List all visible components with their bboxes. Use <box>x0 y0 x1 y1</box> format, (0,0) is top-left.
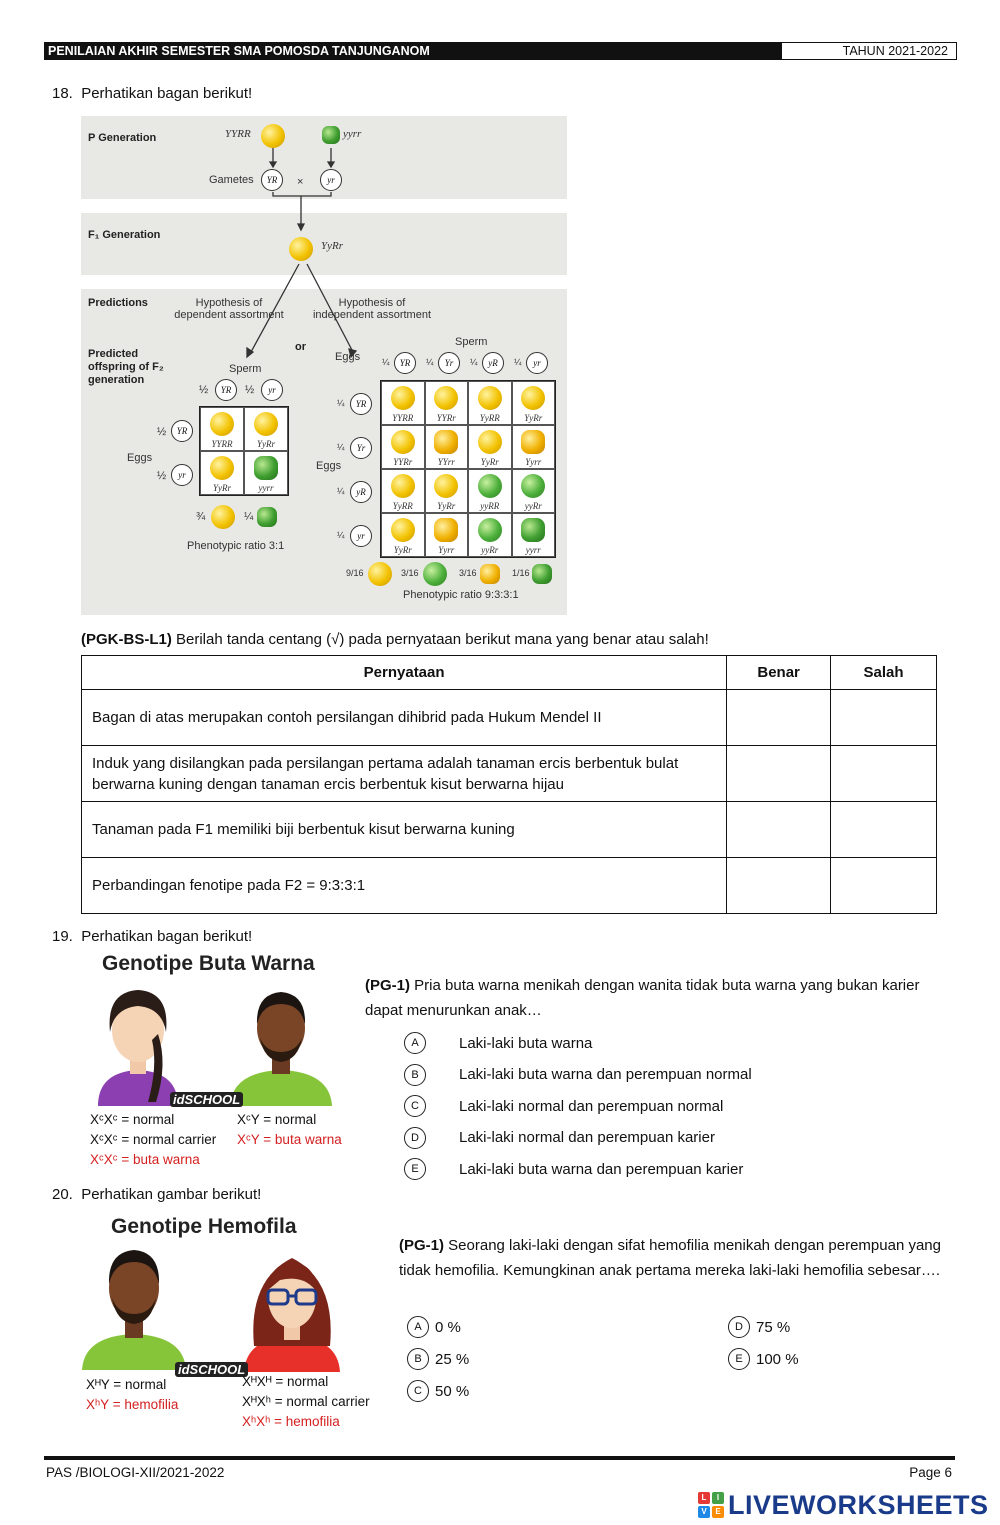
option-letter[interactable]: C <box>407 1380 429 1402</box>
benar-cell-2[interactable] <box>727 746 831 802</box>
dihybrid-cross-diagram <box>81 116 567 615</box>
q20-option-c[interactable] <box>407 1380 469 1402</box>
option-letter[interactable]: C <box>404 1095 426 1117</box>
small-sperm-gamete-2: yr <box>261 379 283 401</box>
pea-icon <box>434 518 458 542</box>
genotype-label: YyRr <box>437 501 456 511</box>
option-text: 50 % <box>435 1382 470 1400</box>
f1-generation-label: F₁ Generation <box>88 229 161 241</box>
exam-year: TAHUN 2021-2022 <box>781 42 957 60</box>
big-ratio-frac-3: 3/16 <box>459 568 477 578</box>
option-text: 0 % <box>435 1318 461 1336</box>
large-punnett-cell <box>425 381 469 425</box>
small-sperm-frac-1: ½ <box>199 384 209 396</box>
page-header <box>44 42 957 60</box>
sperm-gamete: yR <box>482 352 504 374</box>
large-punnett-cell <box>468 425 512 469</box>
f1-genotype: YyRr <box>321 240 343 252</box>
egg-fraction: ¼ <box>337 442 345 452</box>
pea-icon <box>434 386 458 410</box>
genotype-label: YYRr <box>436 413 456 423</box>
liveworksheets-logo: L I V E LIVEWORKSHEETS <box>698 1489 989 1521</box>
small-punnett-cell <box>200 407 244 451</box>
q20-question: (PG-1) Seorang laki-laki dengan sifat hemofilia menikah dengan perempuan yang tidak hemofilia. Kemungkinan anak pertama mereka laki-laki hemofilia sebesar…. <box>399 1237 941 1279</box>
option-letter[interactable]: D <box>728 1316 750 1338</box>
pea-icon <box>210 412 234 436</box>
option-text: 100 % <box>756 1350 799 1368</box>
predicted-offspring-label: Predicted offspring of F₂ generation <box>88 348 164 386</box>
large-punnett-cell <box>381 425 425 469</box>
large-punnett-cell <box>512 513 556 557</box>
benar-cell-3[interactable] <box>727 802 831 858</box>
q19-option-a[interactable] <box>404 1032 592 1054</box>
pea-icon <box>478 518 502 542</box>
footer-divider <box>44 1456 955 1460</box>
header-benar: Benar <box>727 656 831 690</box>
table-row <box>82 746 937 802</box>
gamete-yr-upper: YR <box>261 169 283 191</box>
big-eggs-label: Eggs <box>335 351 361 363</box>
small-eggs-label: Eggs <box>127 452 153 464</box>
large-punnett-cell <box>381 381 425 425</box>
big-sperm-label: Sperm <box>455 336 488 348</box>
statement-table <box>81 655 937 914</box>
pea-icon <box>391 430 415 454</box>
small-egg-gamete-2: yr <box>171 464 193 486</box>
option-text: Laki-laki normal dan perempuan normal <box>459 1097 724 1115</box>
genotype-label: YyRr <box>257 439 275 449</box>
genotype-label: YYRr <box>393 457 413 467</box>
genotype-label: yyrr <box>258 483 274 493</box>
q19-option-c[interactable] <box>404 1095 723 1117</box>
q19-option-e[interactable] <box>404 1158 743 1180</box>
large-punnett-cell <box>425 469 469 513</box>
gametes-label: Gametes <box>209 174 254 186</box>
large-punnett-cell <box>468 381 512 425</box>
sperm-gamete: YR <box>394 352 416 374</box>
sperm-gamete: yr <box>526 352 548 374</box>
hemophilia-male-avatar-icon <box>80 1244 188 1370</box>
page-number: Page 6 <box>909 1465 952 1480</box>
genotype-label: YYrr <box>437 457 455 467</box>
hypothesis-independent: Hypothesis of independent assortment <box>312 297 432 321</box>
large-punnett-cell <box>468 469 512 513</box>
header-pernyataan: Pernyataan <box>82 656 727 690</box>
large-punnett-cell <box>512 381 556 425</box>
predictions-label: Predictions <box>88 297 148 309</box>
option-letter[interactable]: E <box>728 1348 750 1370</box>
option-text: 75 % <box>756 1318 791 1336</box>
statement-3: Tanaman pada F1 memiliki biji berbentuk kisut berwarna kuning <box>82 802 727 858</box>
small-ratio-text: Phenotypic ratio 3:1 <box>187 540 285 552</box>
pea-icon <box>478 386 502 410</box>
sperm-fraction: ¼ <box>382 357 390 367</box>
table-row <box>82 802 937 858</box>
pea-icon <box>391 386 415 410</box>
option-text: Laki-laki buta warna dan perempuan karier <box>459 1160 744 1178</box>
small-egg-gamete-1: YR <box>171 420 193 442</box>
header-salah: Salah <box>831 656 937 690</box>
liveworksheets-icon: L I V E <box>698 1492 724 1518</box>
big-ratio-frac-2: 3/16 <box>401 568 419 578</box>
q19-question: (PG-1) Pria buta warna menikah dengan wanita tidak buta warna yang bukan karier dapat menurunkan anak… <box>365 977 920 1019</box>
p-generation-label: P Generation <box>88 132 157 144</box>
pea-icon <box>521 430 545 454</box>
salah-cell-3[interactable] <box>831 802 937 858</box>
large-punnett-cell <box>425 513 469 557</box>
question-18-label: 18. Perhatikan bagan berikut! <box>52 85 253 102</box>
cross-symbol: × <box>297 176 304 188</box>
pea-icon <box>521 386 545 410</box>
egg-gamete: yR <box>350 481 372 503</box>
genotype-label: YYRR <box>392 413 414 423</box>
genotype-label: yyrr <box>525 545 541 555</box>
large-punnett-cell <box>425 425 469 469</box>
pea-icon <box>478 474 502 498</box>
big-ratio-yellow-wrinkled-pea-icon <box>480 564 500 584</box>
option-letter[interactable]: D <box>404 1127 426 1149</box>
q19-option-b[interactable] <box>404 1064 752 1086</box>
exam-title: PENILAIAN AKHIR SEMESTER SMA POMOSDA TANJUNGANOM <box>44 42 781 60</box>
option-text: 25 % <box>435 1350 470 1368</box>
table-row <box>82 858 937 914</box>
small-ratio-yellow-pea-icon <box>211 505 235 529</box>
yyrr-round-label: YYRR <box>225 128 251 140</box>
large-punnett-cell <box>468 513 512 557</box>
small-egg-frac-2: ½ <box>157 470 167 482</box>
yyrr-wrinkled-label: yyrr <box>343 128 362 140</box>
gamete-yr-lower: yr <box>320 169 342 191</box>
genotype-label: Yyrr <box>438 545 455 555</box>
idschool-logo-1: idSCHOOL <box>170 1092 243 1107</box>
genotype-label: YyRR <box>392 501 413 511</box>
egg-gamete: YR <box>350 393 372 415</box>
option-text: Laki-laki buta warna dan perempuan normal <box>459 1066 752 1083</box>
small-egg-frac-1: ½ <box>157 426 167 438</box>
statement-1: Bagan di atas merupakan contoh persilangan dihibrid pada Hukum Mendel II <box>82 690 727 746</box>
big-ratio-green-round-pea-icon <box>423 562 447 586</box>
q20-option-e[interactable] <box>728 1348 799 1370</box>
option-text: Laki-laki normal dan perempuan karier <box>459 1129 715 1146</box>
footer-code: PAS /BIOLOGI-XII/2021-2022 <box>46 1465 225 1480</box>
sperm-fraction: ¼ <box>514 357 522 367</box>
idschool-logo-2: idSCHOOL <box>175 1362 248 1377</box>
pea-icon <box>521 518 545 542</box>
color-blind-figure-title: Genotipe Buta Warna <box>102 952 315 975</box>
hemophilia-female-genotypes: XᴴXᴴ = normal XᴴXʰ = normal carrier XʰXʰ = hemofilia <box>242 1374 370 1429</box>
genotype-label: Yyrr <box>525 457 542 467</box>
big-ratio-text: Phenotypic ratio 9:3:3:1 <box>403 589 519 601</box>
q19-option-d[interactable] <box>404 1127 715 1149</box>
small-punnett-cell <box>200 451 244 495</box>
option-letter[interactable]: E <box>404 1158 426 1180</box>
small-punnett-cell <box>244 407 288 451</box>
egg-gamete: yr <box>350 525 372 547</box>
pea-icon <box>521 474 545 498</box>
big-ratio-frac-4: 1/16 <box>512 568 530 578</box>
pea-icon <box>391 518 415 542</box>
small-sperm-label: Sperm <box>229 363 262 375</box>
salah-cell-2[interactable] <box>831 746 937 802</box>
or-label: or <box>295 341 306 353</box>
small-sperm-gamete-1: YR <box>215 379 237 401</box>
pea-icon <box>391 474 415 498</box>
genotype-label: YyRr <box>213 483 231 493</box>
large-punnett-cell <box>512 469 556 513</box>
egg-fraction: ¼ <box>337 530 345 540</box>
hemophilia-female-avatar-icon <box>240 1250 344 1372</box>
option-letter[interactable]: A <box>407 1316 429 1338</box>
salah-cell-4[interactable] <box>831 858 937 914</box>
q20-option-b[interactable] <box>407 1348 469 1370</box>
male-avatar-icon <box>228 986 334 1106</box>
pea-icon <box>210 456 234 480</box>
salah-cell-1[interactable] <box>831 690 937 746</box>
big-eggs-label-side: Eggs <box>316 460 342 472</box>
large-punnett-cell <box>512 425 556 469</box>
f1-yellow-pea-icon <box>289 237 313 261</box>
big-ratio-green-wrinkled-pea-icon <box>532 564 552 584</box>
egg-gamete: Yr <box>350 437 372 459</box>
genotype-label: YyRr <box>393 545 412 555</box>
hypothesis-dependent: Hypothesis of dependent assortment <box>174 297 284 321</box>
benar-cell-4[interactable] <box>727 858 831 914</box>
hemophilia-male-genotypes: XᴴY = normal XʰY = hemofilia <box>86 1377 179 1412</box>
male-genotype-list: XᶜY = normal XᶜY = buta warna <box>237 1112 342 1147</box>
egg-fraction: ¼ <box>337 486 345 496</box>
benar-cell-1[interactable] <box>727 690 831 746</box>
sperm-gamete: Yr <box>438 352 460 374</box>
egg-fraction: ¼ <box>337 398 345 408</box>
q20-option-a[interactable] <box>407 1316 461 1338</box>
hemophilia-figure-title: Genotipe Hemofila <box>111 1215 297 1238</box>
pea-icon <box>478 430 502 454</box>
option-text: Laki-laki buta warna <box>459 1034 593 1052</box>
genotype-label: YYRR <box>211 439 233 449</box>
small-punnett-square <box>199 406 289 496</box>
sperm-fraction: ¼ <box>426 357 434 367</box>
pea-icon <box>254 412 278 436</box>
small-ratio-b: ¼ <box>244 511 254 523</box>
genotype-label: YyRR <box>479 413 500 423</box>
q18-instruction: (PGK-BS-L1) Berilah tanda centang (√) pada pernyataan berikut mana yang benar atau salah! <box>81 631 709 648</box>
pea-icon <box>434 430 458 454</box>
green-wrinkled-pea-icon <box>322 126 340 144</box>
question-20-label: 20. Perhatikan gambar berikut! <box>52 1186 262 1203</box>
pea-icon <box>254 456 278 480</box>
large-punnett-square <box>380 380 556 558</box>
q20-option-d[interactable] <box>728 1316 790 1338</box>
genotype-label: yyRR <box>480 501 500 511</box>
option-letter[interactable]: B <box>407 1348 429 1370</box>
small-sperm-frac-2: ½ <box>245 384 255 396</box>
pea-icon <box>434 474 458 498</box>
female-avatar-icon <box>88 984 188 1106</box>
statement-4: Perbandingan fenotipe pada F2 = 9:3:3:1 <box>82 858 727 914</box>
genotype-label: YyRr <box>524 413 543 423</box>
statement-2: Induk yang disilangkan pada persilangan pertama adalah tanaman ercis berbentuk bulat berwarna kuning dengan tanaman ercis berbentuk kisut berwarna hijau <box>82 746 727 802</box>
large-punnett-cell <box>381 469 425 513</box>
genotype-label: yyRr <box>481 545 499 555</box>
genotype-label: yyRr <box>524 501 542 511</box>
small-ratio-a: ¾ <box>196 511 206 523</box>
sperm-fraction: ¼ <box>470 357 478 367</box>
yellow-round-pea-icon <box>261 124 285 148</box>
small-punnett-cell <box>244 451 288 495</box>
option-letter[interactable]: A <box>404 1032 426 1054</box>
option-letter[interactable]: B <box>404 1064 426 1086</box>
genotype-label: YyRr <box>480 457 499 467</box>
big-ratio-frac-1: 9/16 <box>346 568 364 578</box>
large-punnett-cell <box>381 513 425 557</box>
female-genotype-list: XᶜXᶜ = normal XᶜXᶜ = normal carrier XᶜXᶜ = buta warna <box>90 1112 217 1167</box>
small-ratio-green-pea-icon <box>257 507 277 527</box>
big-ratio-yellow-round-pea-icon <box>368 562 392 586</box>
table-row <box>82 690 937 746</box>
question-19-label: 19. Perhatikan bagan berikut! <box>52 928 253 945</box>
